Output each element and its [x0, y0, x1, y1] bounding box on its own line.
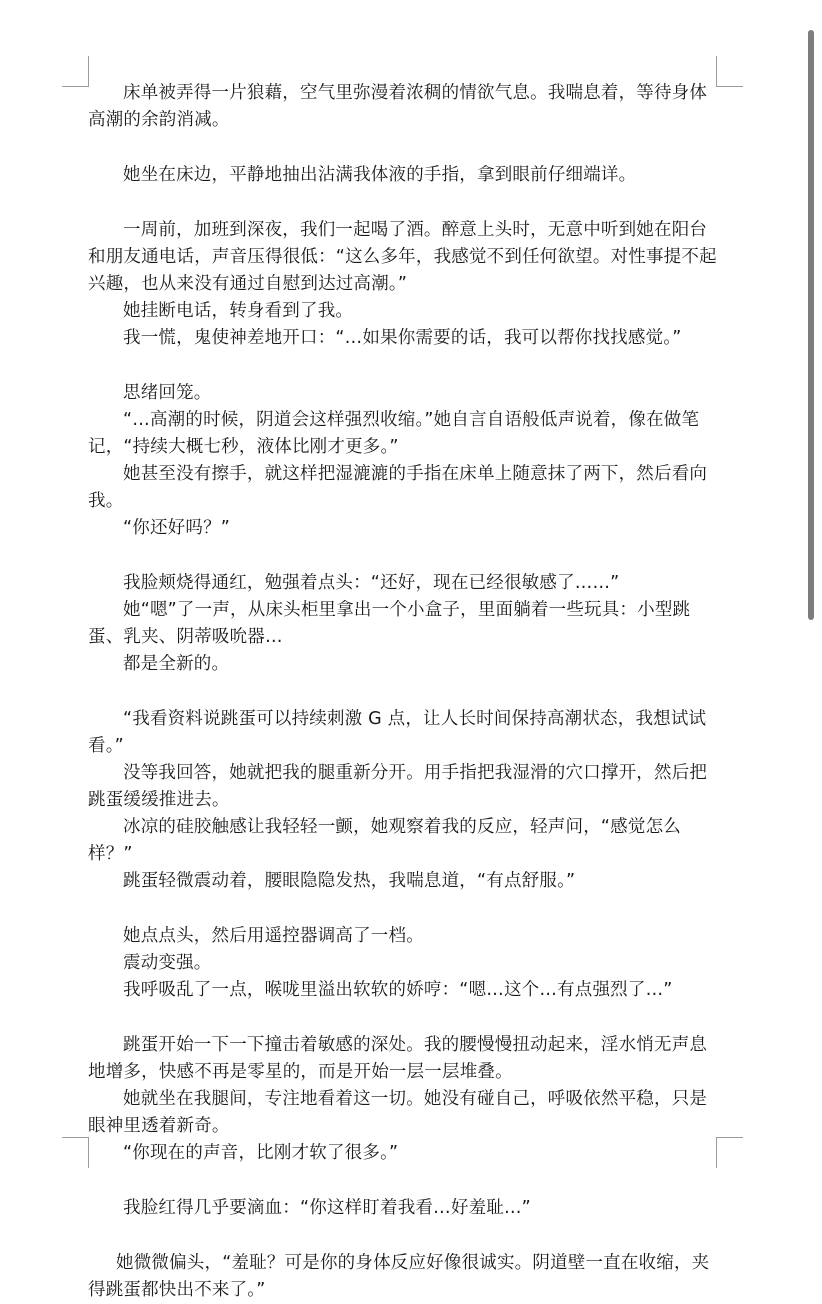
paragraph: “你现在的声音，比刚才软了很多。” — [123, 1143, 399, 1163]
paragraph: 我一慌，鬼使神差地开口：“…如果你需要的话，我可以帮你找找感觉。” — [123, 328, 682, 348]
paragraph-spacer — [88, 895, 724, 923]
paragraph: 她“嗯”了一声，从床头柜里拿出一个小盒子，里面躺着一些玩具：小型跳蛋、乳夹、阴蒂吸吮器… — [88, 600, 691, 647]
vertical-scrollbar[interactable] — [808, 30, 814, 620]
paragraph: 都是全新的。 — [123, 654, 230, 674]
paragraph-spacer — [88, 189, 724, 217]
paragraph: 我脸红得几乎要滴血：“你这样盯着我看…好羞耻…” — [123, 1198, 531, 1218]
paragraph-spacer — [88, 1167, 724, 1195]
paragraph-spacer — [88, 1004, 724, 1032]
paragraph: 她点点头，然后用遥控器调高了一档。 — [123, 926, 424, 946]
paragraph: 她微微偏头，“羞耻？可是你的身体反应好像很诚实。阴道壁一直在收缩，夹得跳蛋都快出不来了。” — [88, 1253, 710, 1300]
paragraph: 没等我回答，她就把我的腿重新分开。用手指把我湿滑的穴口撑开，然后把跳蛋缓缓推进去。 — [88, 763, 708, 810]
paragraph: “我看资料说跳蛋可以持续刺激 G 点，让人长时间保持高潮状态，我想试试看。” — [88, 709, 707, 756]
paragraph-spacer — [88, 542, 724, 570]
paragraph: 一周前，加班到深夜，我们一起喝了酒。醉意上头时，无意中听到她在阳台和朋友通电话，声音压得很低：“这么多年，我感觉不到任何欲望。对性事提不起兴趣，也从来没有通过自慰到达过高潮。” — [88, 220, 717, 294]
paragraph-spacer — [88, 134, 724, 162]
document-body — [88, 80, 724, 1304]
page-corner-mark-top-left — [62, 56, 89, 87]
paragraph-spacer — [88, 678, 724, 706]
paragraph: 跳蛋轻微震动着，腰眼隐隐发热，我喘息道，“有点舒服。” — [123, 871, 576, 891]
paragraph-spacer — [88, 352, 724, 380]
paragraph: 我脸颊烧得通红，勉强着点头：“还好，现在已经很敏感了……” — [123, 573, 620, 593]
paragraph: 跳蛋开始一下一下撞击着敏感的深处。我的腰慢慢扭动起来，淫水悄无声息地增多，快感不再是零星的，而是开始一层一层堆叠。 — [88, 1035, 708, 1082]
paragraph: 思绪回笼。 — [123, 383, 212, 403]
paragraph: “你还好吗？” — [123, 518, 231, 538]
paragraph: 她甚至没有擦手，就这样把湿漉漉的手指在床单上随意抹了两下，然后看向我。 — [88, 464, 708, 511]
paragraph: “…高潮的时候，阴道会这样强烈收缩。”她自言自语般低声说着，像在做笔记，“持续大概七秒，液体比刚才更多。” — [88, 410, 700, 457]
paragraph: 她挂断电话，转身看到了我。 — [123, 301, 354, 321]
paragraph: 冰凉的硅胶触感让我轻轻一颤，她观察着我的反应，轻声问，“感觉怎么样？” — [88, 817, 681, 864]
paragraph: 她就坐在我腿间，专注地看着这一切。她没有碰自己，呼吸依然平稳，只是眼神里透着新奇。 — [88, 1089, 708, 1136]
paragraph: 我呼吸乱了一点，喉咙里溢出软软的娇哼：“嗯…这个…有点强烈了…” — [123, 980, 673, 1000]
paragraph: 她坐在床边，平静地抽出沾满我体液的手指，拿到眼前仔细端详。 — [123, 165, 637, 185]
paragraph: 震动变强。 — [123, 953, 212, 973]
paragraph: 床单被弄得一片狼藉，空气里弥漫着浓稠的情欲气息。我喘息着，等待身体高潮的余韵消减。 — [88, 83, 708, 130]
page-corner-mark-bottom-left — [62, 1137, 89, 1168]
paragraph-spacer — [88, 1222, 724, 1250]
